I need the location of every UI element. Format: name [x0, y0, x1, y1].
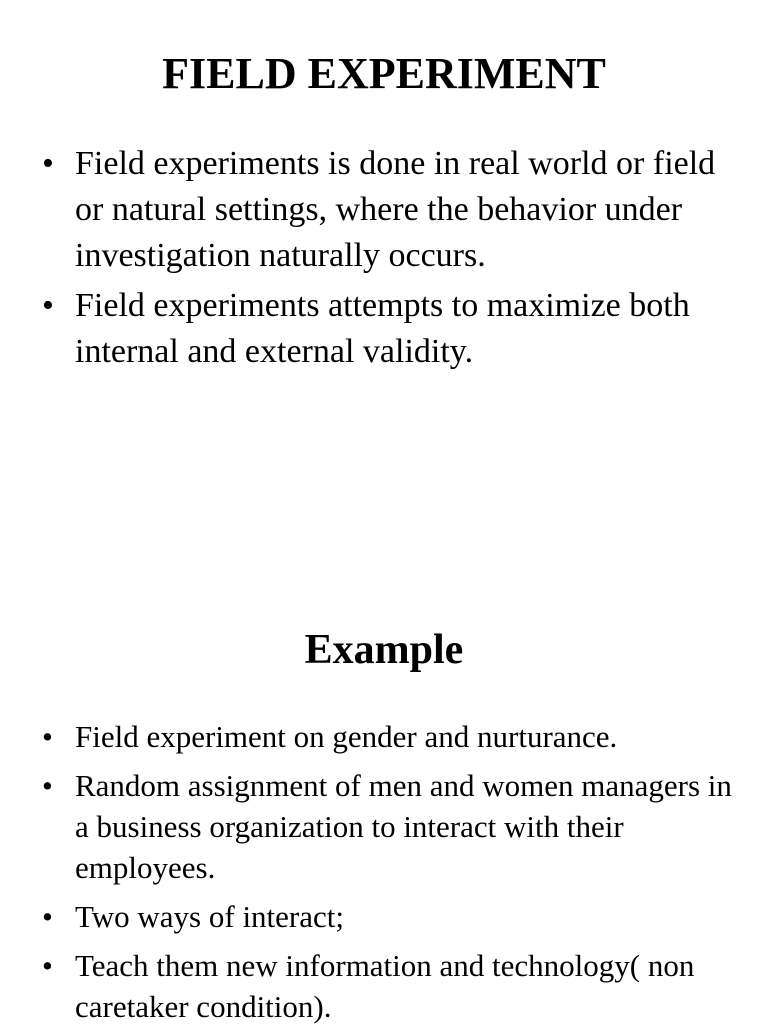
slide-field-experiment: [0, 0, 768, 512]
bullet-list: [0, 141, 768, 379]
bullet-item: [0, 716, 768, 757]
bullet-text: Two ways of interact;: [75, 899, 344, 934]
bullet-text: Random assignment of men and women managers in a business organization to interact with their employees.: [75, 768, 732, 885]
bullet-marker: •: [42, 287, 54, 324]
bullet-item: [0, 765, 768, 888]
bullet-marker: •: [42, 768, 53, 803]
bullet-marker: •: [42, 948, 53, 983]
bullet-text: Field experiments is done in real world or field or natural settings, where the behavior under investigation naturally occurs.: [75, 145, 716, 274]
bullet-text: Field experiments attempts to maximize both internal and external validity.: [75, 287, 690, 370]
slide-example: [0, 512, 768, 1024]
bullet-text: Field experiment on gender and nurturance.: [75, 719, 618, 754]
bullet-marker: •: [42, 899, 53, 934]
bullet-list: [0, 716, 768, 1035]
slide-title: FIELD EXPERIMENT: [162, 49, 606, 98]
slide-title: Example: [304, 627, 464, 673]
bullet-item: [0, 141, 768, 279]
bullet-item: [0, 283, 768, 375]
bullet-marker: •: [42, 719, 53, 754]
bullet-marker: •: [42, 145, 54, 182]
bullet-item: [0, 896, 768, 937]
bullet-item: [0, 945, 768, 1027]
bullet-text: Teach them new information and technology( non caretaker condition).: [75, 948, 695, 1024]
